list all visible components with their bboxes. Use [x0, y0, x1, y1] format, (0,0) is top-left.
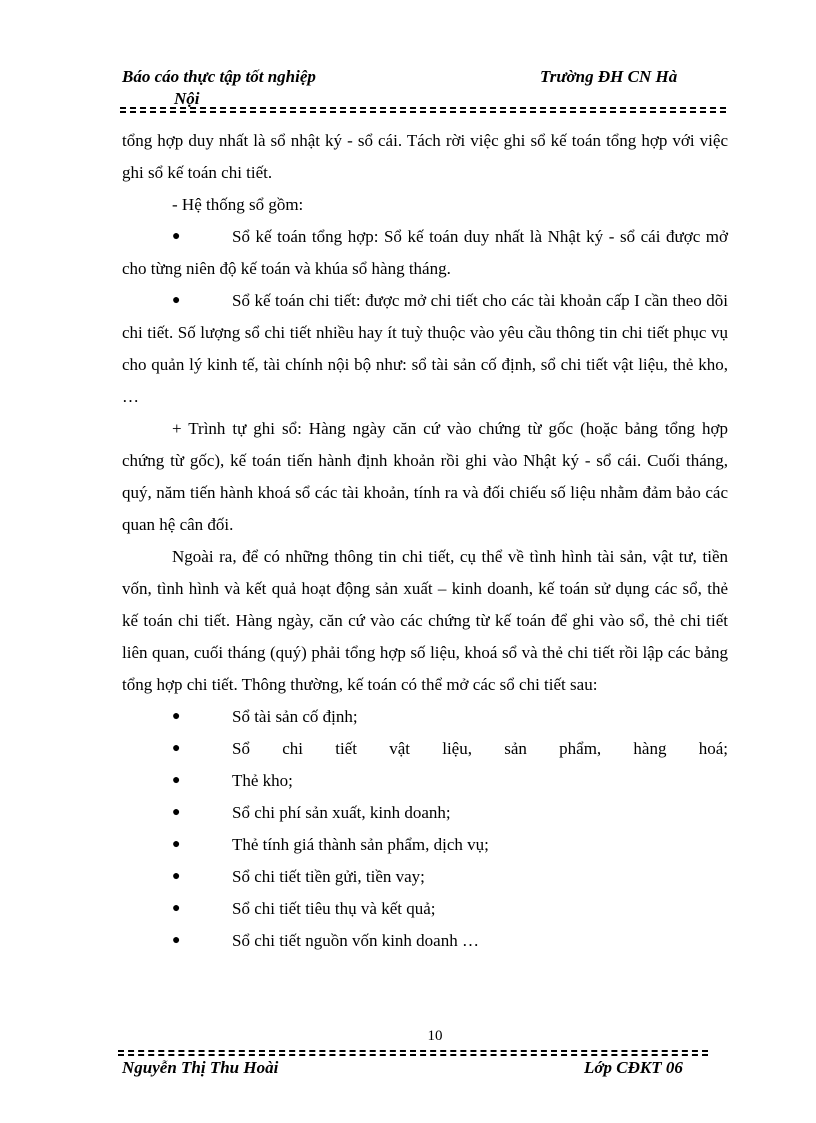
list-item — [122, 925, 728, 957]
footer-divider-1 — [118, 1050, 708, 1052]
list-item — [122, 701, 728, 733]
list-item-text: Sổ chi tiết tiêu thụ và kết quả; — [232, 899, 436, 918]
footer-divider-2 — [118, 1054, 708, 1056]
bullet-text: Sổ kế toán chi tiết: được mở chi tiết cho các tài khoản cấp I cần theo dõi chi tiết. Số lượng sổ chi tiết nhiều hay ít tuỳ thuộc vào yêu cầu thông tin chi tiết phục vụ cho quản lý kinh tế, tài chính nội bộ như: sổ tài sản cố định, sổ chi tiết vật liệu, thẻ kho, … — [122, 291, 728, 406]
list-item-text: Sổ chi phí sản xuất, kinh doanh; — [232, 803, 451, 822]
bullet-dot-icon: ● — [172, 773, 181, 788]
list-item-text: Sổ tài sản cố định; — [232, 707, 358, 726]
bullet-dot-icon: ● — [172, 741, 181, 756]
list-item-text: Thẻ tính giá thành sản phẩm, dịch vụ; — [232, 835, 489, 854]
list-item-text: Sổ chi tiết vật liệu, sản phẩm, hàng hoá; — [232, 739, 728, 758]
bullet-dot-icon: ● — [172, 229, 181, 244]
list-item — [122, 829, 728, 861]
header-title-line2: Nội — [174, 89, 200, 108]
bullet-dot-icon: ● — [172, 709, 181, 724]
paragraph-2: - Hệ thống sổ gồm: — [172, 195, 304, 214]
list-item — [122, 861, 728, 893]
footer-class: Lớp CĐKT 06 — [584, 1058, 683, 1077]
header-university: Trường ĐH CN Hà — [540, 67, 678, 86]
header-divider-1 — [120, 107, 726, 109]
bullet-dot-icon: ● — [172, 837, 181, 852]
paragraph-3: + Trình tự ghi sổ: Hàng ngày căn cứ vào chứng từ gốc (hoặc bảng tổng hợp chứng từ gốc), kế toán tiến hành định khoản rồi ghi vào Nhật ký - sổ cái. Cuối tháng, quý, năm tiến hành khoá sổ các tài khoản, tính ra và đối chiếu số liệu nhằm đảm bảo các quan hệ cân đối. — [122, 419, 728, 534]
bullet-item-1 — [122, 221, 728, 285]
bullet-text: Sổ kế toán tổng hợp: Sổ kế toán duy nhất là Nhật ký - sổ cái được mở cho từng niên độ kế toán và khúa sổ hàng tháng. — [122, 227, 728, 278]
list-item — [122, 797, 728, 829]
page-number: 10 — [427, 1028, 443, 1044]
paragraph-1: tổng hợp duy nhất là sổ nhật ký - sổ cái. Tách rời việc ghi sổ kế toán tổng hợp với việc ghi sổ kế toán chi tiết. — [122, 131, 728, 182]
bullet-dot-icon: ● — [172, 901, 181, 916]
list-item — [122, 893, 728, 925]
bullet-dot-icon: ● — [172, 869, 181, 884]
ledger-list — [122, 701, 728, 957]
list-item-text: Thẻ kho; — [232, 771, 293, 790]
header-divider-2 — [120, 111, 726, 113]
bullet-dot-icon: ● — [172, 805, 181, 820]
page-body — [122, 125, 728, 957]
list-item — [122, 733, 728, 765]
bullet-item-2 — [122, 285, 728, 413]
header-report-title — [122, 66, 362, 110]
footer-author: Nguyễn Thị Thu Hoài — [122, 1058, 279, 1077]
bullet-dot-icon: ● — [172, 293, 181, 308]
paragraph-4: Ngoài ra, để có những thông tin chi tiết, cụ thể về tình hình tài sản, vật tư, tiền vốn, tình hình và kết quả hoạt động sản xuất – kinh doanh, kế toán sử dụng các sổ, thẻ kế toán chi tiết. Hàng ngày, căn cứ vào các chứng từ kế toán để ghi vào sổ, thẻ chi tiết liên quan, cuối tháng (quý) phải tổng hợp số liệu, khoá sổ và thẻ chi tiết rồi lập các bảng tổng hợp chi tiết. Thông thường, kế toán có thể mở các sổ chi tiết sau: — [122, 547, 728, 694]
list-item-text: Sổ chi tiết tiền gửi, tiền vay; — [232, 867, 425, 886]
header-title-line1: Báo cáo thực tập tốt nghiệp — [122, 67, 316, 86]
list-item-text: Sổ chi tiết nguồn vốn kinh doanh … — [232, 931, 479, 950]
list-item — [122, 765, 728, 797]
bullet-dot-icon: ● — [172, 933, 181, 948]
